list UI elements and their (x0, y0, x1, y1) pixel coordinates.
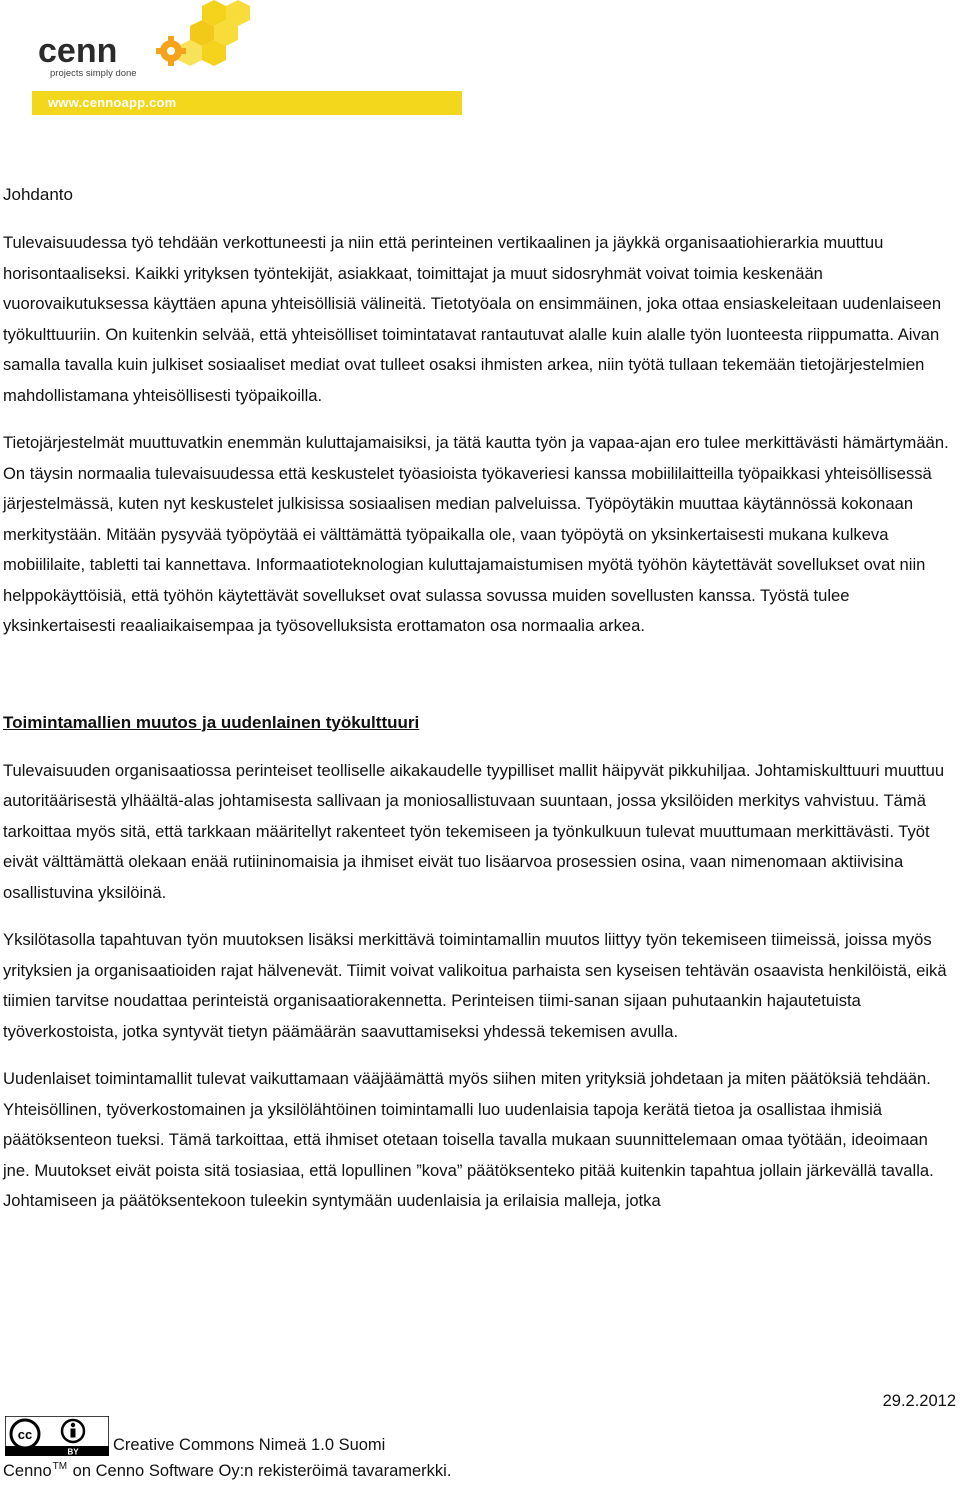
intro-heading: Johdanto (3, 185, 73, 204)
logo-tagline: projects simply done (50, 68, 137, 79)
honeycomb-icon (178, 0, 250, 66)
culture-paragraph-3: Uudenlaiset toimintamallit tulevat vaikuttamaan vääjäämättä myös siihen miten yrityksiä johdetaan ja miten päätöksiä tehdään. Yhteisöllinen, työverkostomainen ja yksilölähtöinen toimintamalli luo uudenlaisia tapoja kerätä tietoa ja osallistaa ihmisiä päätöksenteon tueksi. Tämä tarkoittaa, että ihmiset otetaan toisella tavalla mukaan suunnittelemaan omaa työtään, ideoimaan jne. Muutokset eivät poista sitä tosiasiaa, että lopullinen ”kova” päätöksenteko pitää kuitenkin tapahtua jollain järkevällä tavalla. Johtamiseen ja päätöksentekoon tuleekin syntymään uudenlaisia ja erilaisia malleja, jotka (3, 1069, 934, 1210)
trademark-text: on Cenno Software Oy:n rekisteröimä tavaramerkki. (72, 1462, 452, 1480)
culture-paragraph-1: Tulevaisuuden organisaatiossa perinteiset teolliselle aikakaudelle tyypilliset mallit häipyvät pikkuhiljaa. Johtamiskulttuuri muuttuu autoritäärisestä ylhäältä-alas johtamisesta sallivaan ja moniosallistuvaan suuntaan, jossa yksilöiden merkitys vahvistuu. Tämä tarkoittaa myös sitä, että tarkkaan määritellyt rakenteet työn tekemiseen ja työnkulkuun tulevat muuttumaan merkittävästi. Työt eivät välttämättä olekaan enää rutiininomaisia ja ihmiset eivät tuo lisäarvoa prosessien osina, vaan nimenomaan aktiivisina osallistuvina yksilöinä. (3, 760, 945, 902)
document-body (3, 180, 955, 1217)
cc-badge-label: BY (67, 1447, 79, 1456)
document-date: 29.2.2012 (882, 1392, 956, 1410)
website-url[interactable]: www.cennoapp.com (48, 95, 177, 110)
logo-wordmark: cenn (38, 32, 118, 70)
trademark-brand: Cenno (3, 1462, 52, 1480)
culture-heading: Toimintamallien muutos ja uudenlainen työkulttuuri (3, 712, 420, 732)
creative-commons-by-icon[interactable] (5, 1416, 109, 1456)
trademark-symbol: TM (52, 1461, 68, 1472)
trademark-notice (3, 1461, 451, 1481)
cenno-logo (28, 0, 468, 90)
url-banner (32, 91, 462, 115)
intro-paragraph-2: Tietojärjestelmät muuttuvatkin enemmän kuluttajamaisiksi, ja tätä kautta työn ja vapaa-ajan ero tulee merkittävästi hämärtymään. On täysin normaalia tulevaisuudessa että keskustelet työasioista työkaveriesi kanssa mobiililaitteilla työpaikkasi yhteisöllisessä järjestelmässä, kuten nyt keskustelet julkisissa sosiaalisen median palveluissa. Työpöytäkin muuttaa käytännössä kokonaan merkitystään. Mitään pysyvää työpöytää ei välttämättä työpaikalla ole, vaan työpöytä on yksinkertaisesti mukana kulkeva mobiililaite, tabletti tai kannettava. Informaatioteknologian kuluttajamaistumisen myötä työhön käytettävät sovellukset ovat niin helppokäyttöisiä, että työhön käytettävät sovellukset ovat sulassa sovussa muiden sovellusten kanssa. Työstä tulee yksinkertaisesti reaaliaikaisempaa ja työsovelluksista erottamaton osa normaalia arkea. (3, 433, 949, 635)
page-header (0, 0, 960, 130)
intro-paragraph-1: Tulevaisuudessa työ tehdään verkottuneesti ja niin että perinteinen vertikaalinen ja jäykkä organisaatiohierarkia muuttuu horisontaaliseksi. Kaikki yrityksen työntekijät, asiakkaat, toimittajat ja muut sidosryhmät voivat toimia keskenään vuorovaikutuksessa käyttäen apuna yhteisöllisiä välineitä. Tietotyöala on ensimmäinen, joka ottaa ensiaskeleitaan uudenlaiseen työkulttuuriin. On kuitenkin selvää, että yhteisölliset toimintatavat rantautuvat alalle kuin alalle työn luonteesta riippumatta. Aivan samalla tavalla kuin julkiset sosiaaliset mediat ovat tulleet osaksi ihmisten arkea, niin työtä tullaan tekemään tietojärjestelmien mahdollistamana yhteisöllisesti työpaikoilla. (3, 233, 942, 405)
culture-paragraph-2: Yksilötasolla tapahtuvan työn muutoksen lisäksi merkittävä toimintamallin muutos liittyy työn tekemiseen tiimeissä, joissa myös yrityksien ja organisaatioiden rajat hälvenevät. Tiimit voivat valikoitua parhaista sen kyseisen tehtävän osaavista henkilöistä, eikä tiimien tarvitse noudattaa perinteistä organisaatiorakennetta. Perinteisen tiimi-sanan sijaan puhutaankin hajautetuista työverkostoista, jotka syntyvät tietyn päämäärän saavuttamiseksi yhdessä tekemisen avulla. (3, 930, 947, 1041)
license-text: Creative Commons Nimeä 1.0 Suomi (113, 1436, 386, 1454)
svg-text:cc: cc (17, 1427, 33, 1442)
